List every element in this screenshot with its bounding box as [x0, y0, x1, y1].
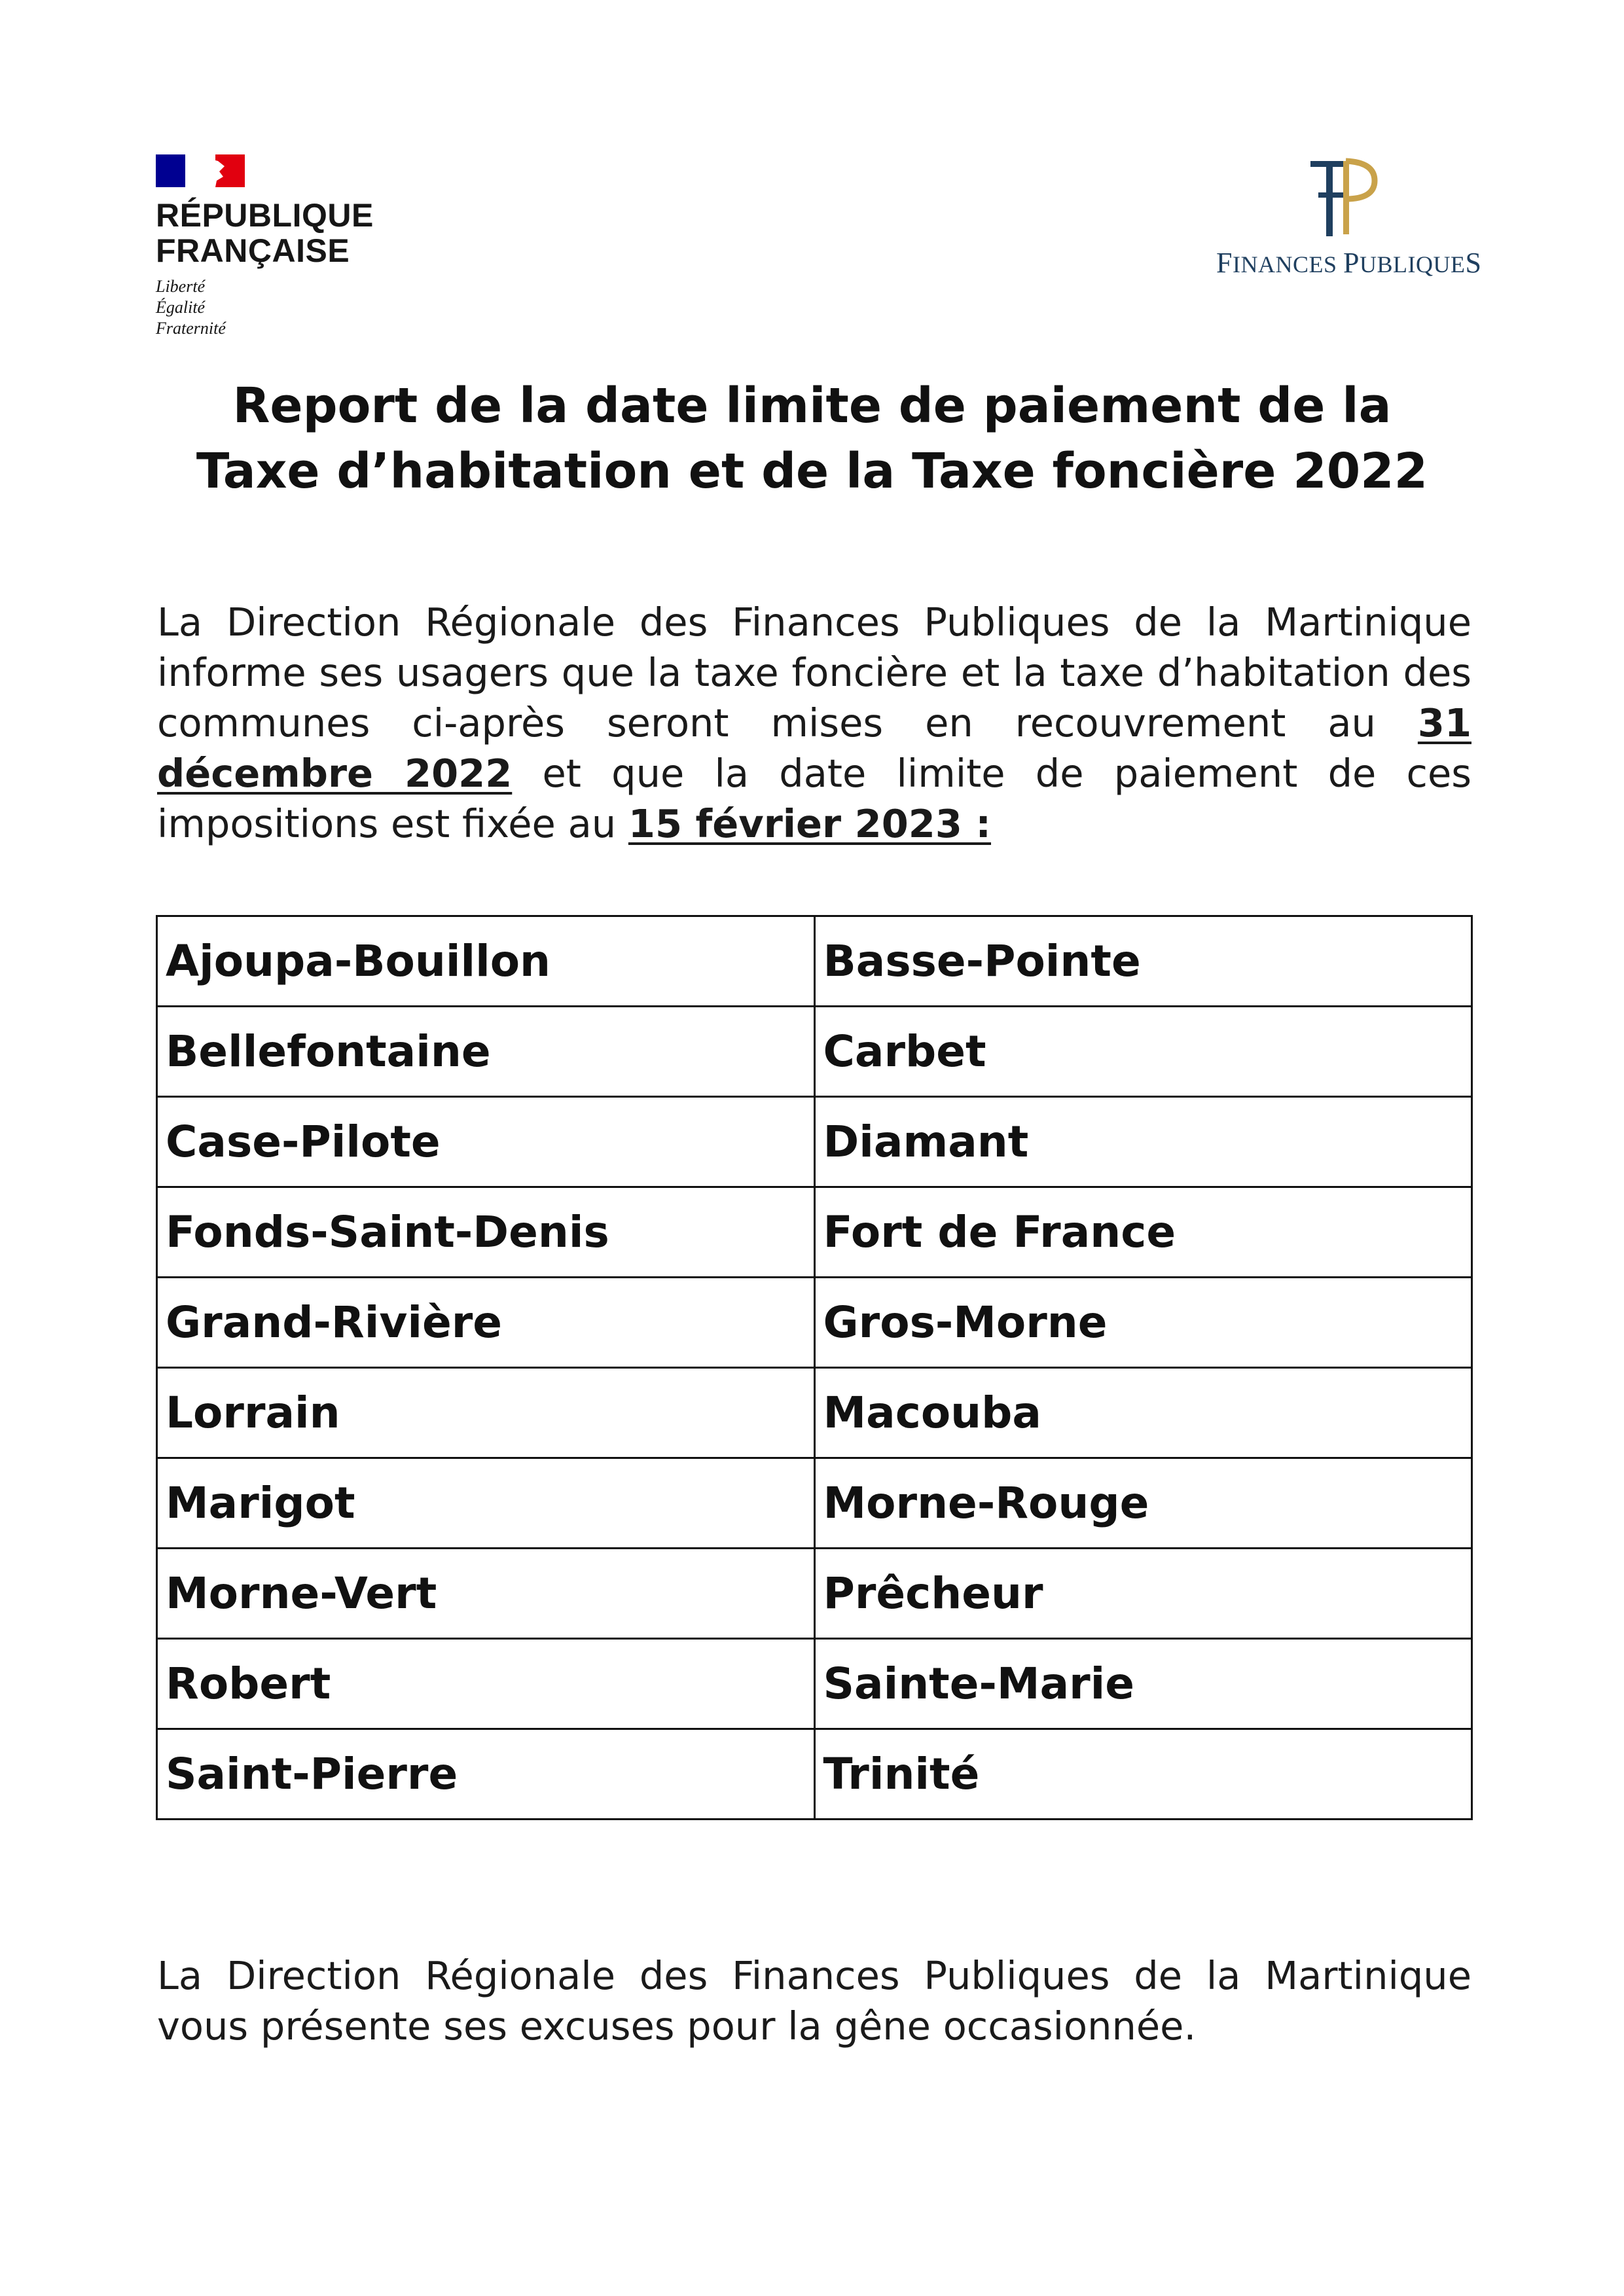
- commune-cell: Bellefontaine: [157, 1007, 815, 1097]
- commune-cell: Trinité: [814, 1729, 1472, 1820]
- motto-liberte: Liberté: [156, 277, 206, 296]
- collection-date: 31 décembre 2022: [157, 700, 1471, 796]
- commune-cell: Case-Pilote: [157, 1097, 815, 1187]
- communes-table-body: [157, 916, 1472, 1820]
- table-row: [157, 1097, 1472, 1187]
- table-row: [157, 1639, 1472, 1729]
- communes-table: [156, 915, 1473, 1820]
- finances-publiques-logo: [1216, 154, 1482, 279]
- commune-cell: Saint-Pierre: [157, 1729, 815, 1820]
- marianne-icon: [209, 157, 248, 187]
- commune-cell: Sainte-Marie: [814, 1639, 1472, 1729]
- motto-egalite: Égalité: [156, 298, 206, 317]
- french-flag-icon: [156, 154, 245, 187]
- commune-cell: Ajoupa-Bouillon: [157, 916, 815, 1007]
- republic-motto: [156, 276, 391, 339]
- intro-text-2: et que la date limite de paiement de ces impositions est fixée au: [157, 751, 1472, 846]
- finances-publiques-text: FINANCES PUBLIQUES: [1216, 247, 1482, 279]
- commune-cell: Lorrain: [157, 1368, 815, 1458]
- page-title: [0, 373, 1624, 504]
- republique-francaise-logo: [156, 154, 391, 339]
- commune-cell: Robert: [157, 1639, 815, 1729]
- commune-cell: Fort de France: [814, 1187, 1472, 1278]
- commune-cell: Morne-Vert: [157, 1549, 815, 1639]
- table-row: [157, 1368, 1472, 1458]
- commune-cell: Marigot: [157, 1458, 815, 1549]
- table-row: [157, 1458, 1472, 1549]
- commune-cell: Basse-Pointe: [814, 916, 1472, 1007]
- table-row: [157, 916, 1472, 1007]
- table-row: [157, 1729, 1472, 1820]
- commune-cell: Diamant: [814, 1097, 1472, 1187]
- commune-cell: Gros-Morne: [814, 1278, 1472, 1368]
- republique-francaise-name: [156, 198, 391, 268]
- closing-paragraph: La Direction Régionale des Finances Publiques de la Martinique vous présente ses excuses pour la gêne occasionnée.: [157, 1953, 1471, 2049]
- commune-cell: Morne-Rouge: [814, 1458, 1472, 1549]
- table-row: [157, 1278, 1472, 1368]
- motto-fraternite: Fraternité: [156, 319, 226, 338]
- republic-line-1: RÉPUBLIQUE: [156, 197, 374, 234]
- table-row: [157, 1549, 1472, 1639]
- payment-deadline: 15 février 2023 :: [628, 801, 992, 846]
- commune-cell: Grand-Rivière: [157, 1278, 815, 1368]
- table-row: [157, 1187, 1472, 1278]
- commune-cell: Fonds-Saint-Denis: [157, 1187, 815, 1278]
- commune-cell: Macouba: [814, 1368, 1472, 1458]
- finances-publiques-monogram-icon: [1304, 154, 1389, 240]
- title-line-2: Taxe d’habitation et de la Taxe foncière 2022: [196, 443, 1428, 499]
- intro-text-1: La Direction Régionale des Finances Publiques de la Martinique informe ses usagers que la taxe foncière et la taxe d’habitation des communes ci-après seront mises en recouvrement au: [157, 600, 1471, 745]
- republic-line-2: FRANÇAISE: [156, 232, 350, 269]
- commune-cell: Carbet: [814, 1007, 1472, 1097]
- title-line-1: Report de la date limite de paiement de la: [232, 378, 1392, 434]
- intro-paragraph: [157, 597, 1471, 849]
- commune-cell: Prêcheur: [814, 1549, 1472, 1639]
- table-row: [157, 1007, 1472, 1097]
